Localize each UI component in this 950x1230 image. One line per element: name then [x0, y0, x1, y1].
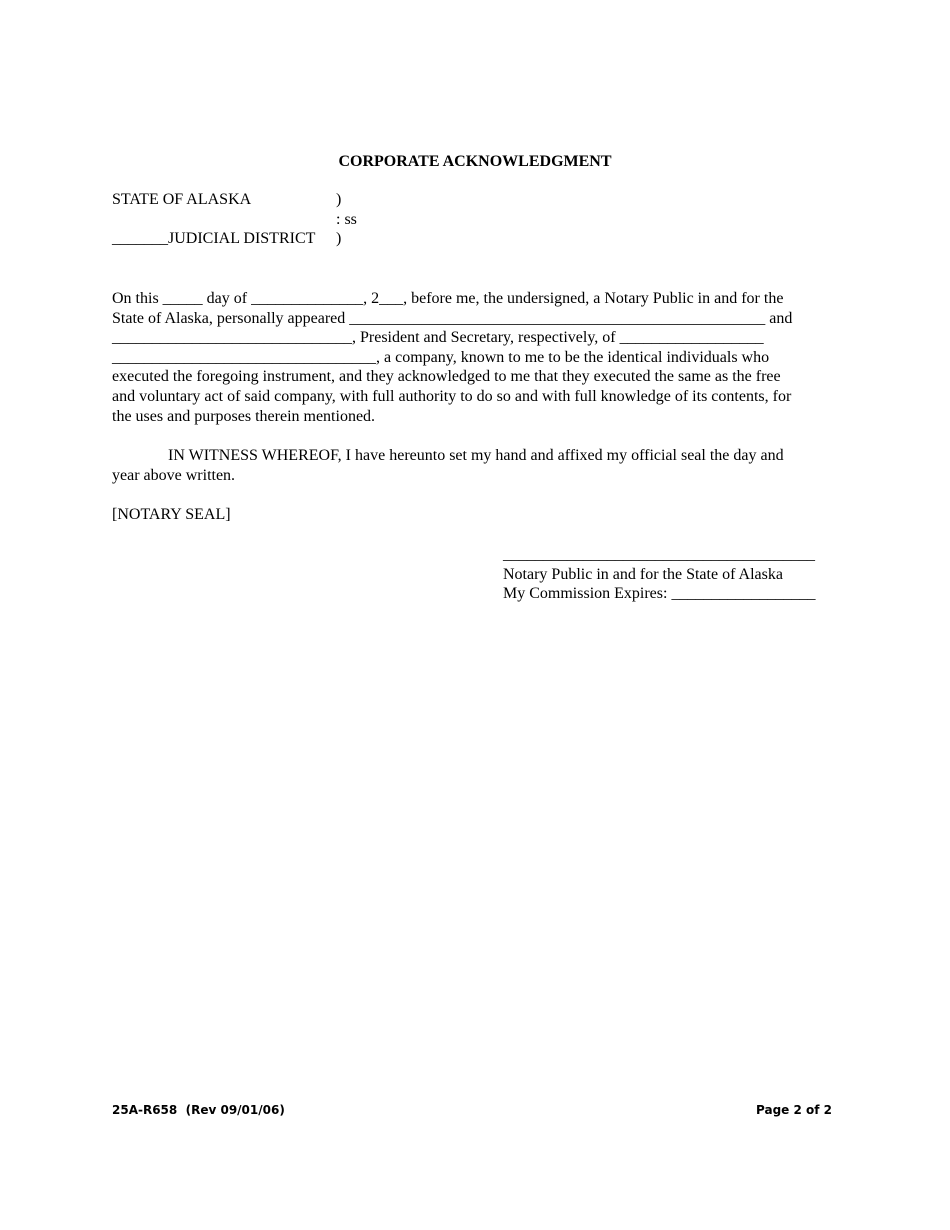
witness-clause [112, 446, 842, 485]
venue-paren-bottom: ) [336, 230, 342, 247]
acknowledgment-body [112, 289, 842, 426]
signature-line: _______________________________________ [503, 546, 815, 563]
venue-ss: : ss [336, 210, 357, 228]
witness-line [112, 446, 842, 466]
venue-block [112, 190, 412, 249]
body-line: _________________________________, a company, known to me to be the identical individuals who [112, 348, 770, 366]
body-line: ______________________________, President and Secretary, respectively, of __________________ [112, 329, 764, 347]
venue-paren-top: ) [336, 191, 342, 208]
venue-row-state [112, 190, 412, 210]
state-label: STATE OF ALASKA [112, 191, 252, 208]
commission-expires: My Commission Expires: __________________ [503, 585, 816, 603]
signature-block [503, 545, 815, 604]
body-line: State of Alaska, personally appeared ____________________________________________________ and [112, 309, 793, 327]
body-line: executed the foregoing instrument, and they acknowledged to me that they executed the same as the free [112, 368, 781, 386]
body-line: the uses and purposes therein mentioned. [112, 407, 376, 425]
page-number: Page 2 of 2 [756, 1103, 832, 1117]
venue-row-ss [112, 210, 412, 230]
body-line: and voluntary act of said company, with full authority to do so and with full knowledge of its contents, for [112, 387, 792, 405]
page-title: CORPORATE ACKNOWLEDGMENT [338, 153, 612, 170]
body-line: On this _____ day of ______________, 2___, before me, the undersigned, a Notary Public in and for the [112, 290, 784, 307]
witness-line-text: IN WITNESS WHEREOF, I have hereunto set my hand and affixed my official seal the day and [168, 447, 784, 464]
notary-title: Notary Public in and for the State of Alaska [503, 565, 783, 583]
venue-row-district [112, 229, 412, 249]
form-number: 25A-R658 (Rev 09/01/06) [112, 1103, 285, 1117]
notary-seal-label: [NOTARY SEAL] [112, 506, 231, 523]
witness-line: year above written. [112, 466, 236, 484]
district-label: _______JUDICIAL DISTRICT [112, 230, 316, 247]
